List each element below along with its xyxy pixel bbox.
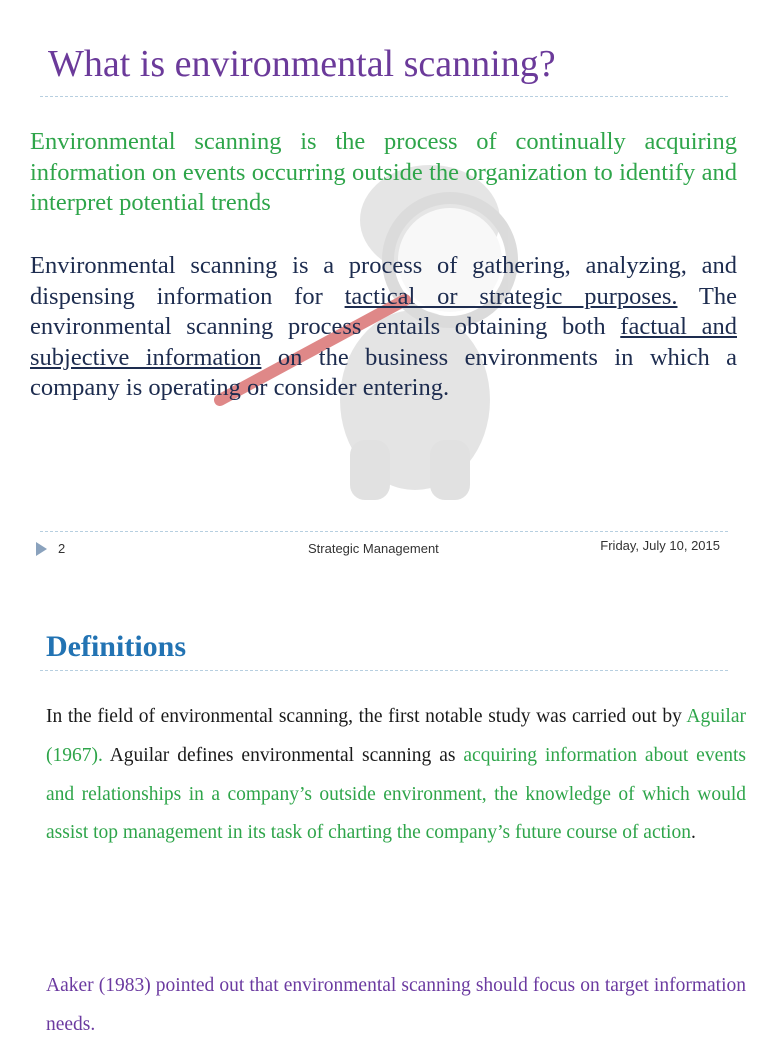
slide-2 [0, 600, 768, 1035]
paragraph-text: In the field of environmental scanning, the first notable study was carried out by [46, 706, 687, 727]
paragraph-text: on the business environments in which a company is operating or consider entering. [30, 343, 737, 401]
aaker-paragraph: Aaker (1983) pointed out that environmental scanning should focus on target information needs. [46, 975, 746, 1035]
arrow-icon [36, 542, 47, 556]
paragraph-text: Environmental scanning is a process of gathering, analyzing, and dispensing information for [30, 252, 737, 310]
paragraph-text: The environmental scanning process entails obtaining both [30, 282, 737, 340]
footer-date: Friday, July 10, 2015 [600, 538, 720, 553]
title-divider [40, 670, 728, 671]
footer-course-title: Strategic Management [308, 541, 439, 556]
title-divider [40, 96, 728, 97]
page-number: 2 [58, 541, 66, 556]
underlined-phrase-tactical: tactical or strategic purposes. [344, 282, 678, 310]
definition-paragraph: Environmental scanning is the process of continually acquiring information on events occurring outside the organization to identify and interpret potential trends [30, 128, 737, 216]
paragraph-text: . [690, 822, 696, 844]
footer-divider [40, 531, 728, 532]
scanning-process-paragraph [30, 251, 737, 404]
slide-title: Definitions [46, 630, 187, 663]
paragraph-text: Aguilar defines environmental scanning as [102, 744, 464, 766]
citation-aguilar: Aguilar (1967). [46, 706, 746, 766]
slide-footer [0, 538, 768, 560]
underlined-phrase-factual: factual and subjective information [30, 313, 737, 371]
aguilar-paragraph [46, 698, 746, 853]
slide-title: What is environmental scanning? [48, 43, 556, 85]
aguilar-definition: acquiring information about events and relationships in a company’s outside environment, the knowledge of which would assist top management in its task of charting the company’s future course of action [46, 744, 746, 844]
